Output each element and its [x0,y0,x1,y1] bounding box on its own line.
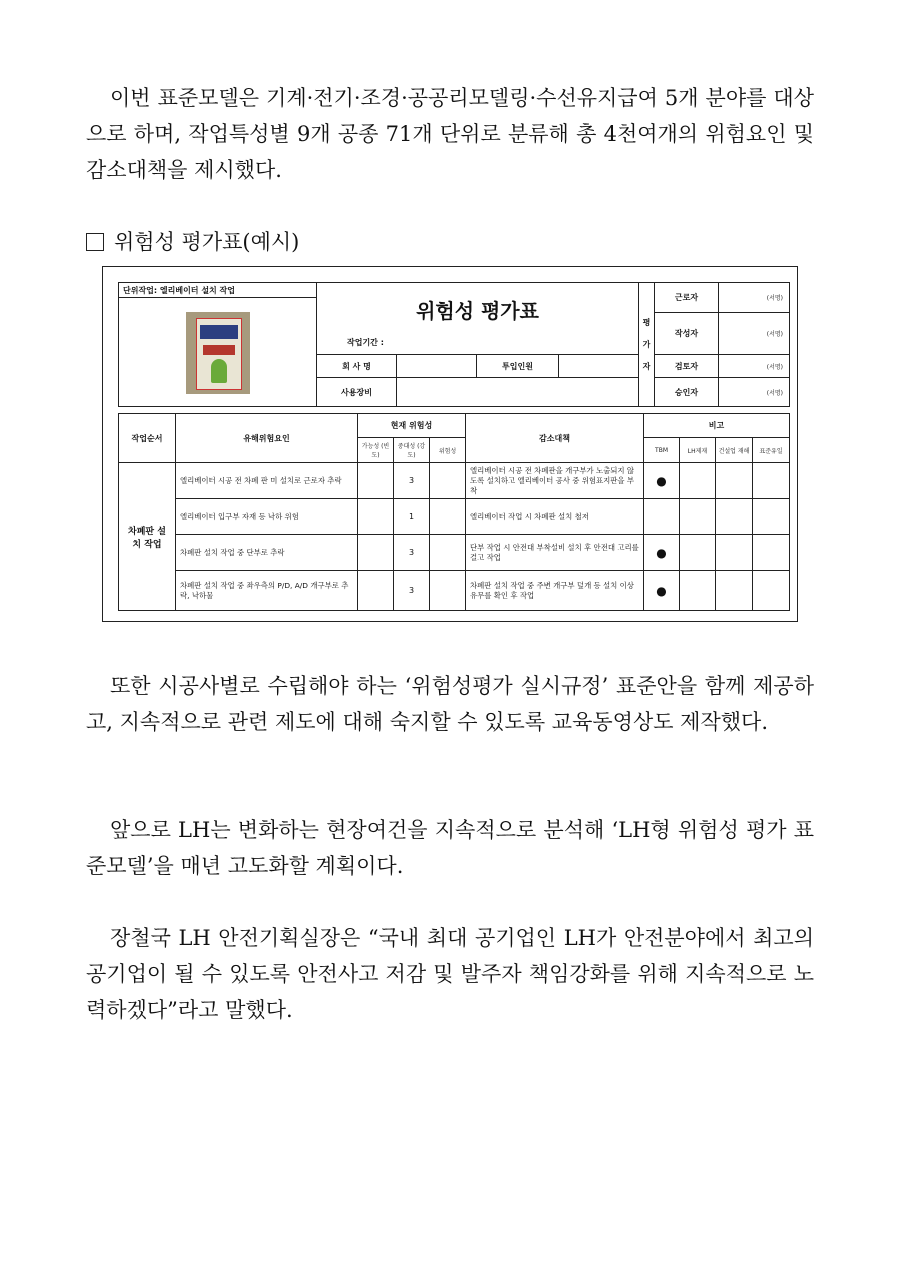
remark-cell [680,571,716,611]
risk-cell [430,499,466,535]
section-heading-text: 위험성 평가표(예시) [114,230,300,254]
likelihood-cell [358,535,394,571]
table-row [119,463,790,499]
remark-cell [680,535,716,571]
hazard-cell: 차폐판 설치 작업 중 좌우측의 P/D, A/D 개구부로 추락, 낙하물 [176,571,358,611]
header-remarks: 비고 [644,414,790,438]
remark-cell [680,463,716,499]
remark-cell [753,535,790,571]
signer-sign-3: (서명) [719,355,790,378]
severity-cell: 3 [394,463,430,499]
unit-work-label: 단위작업: 엘리베이터 설치 작업 [119,283,317,298]
hazard-cell: 차폐판 설치 작업 중 단부로 추락 [176,535,358,571]
table-row [119,571,790,611]
signer-role-2: 작성자 [655,313,719,355]
remark-cell [716,571,753,611]
header-construction-disaster: 건설업 재해 [716,438,753,463]
severity-cell: 3 [394,571,430,611]
workers-label: 투입인원 [477,355,559,378]
header-standard-unique: 표준유일 [753,438,790,463]
header-hazard: 유해위험요인 [176,414,358,463]
eval-char-3: 자 [642,361,651,371]
likelihood-cell [358,463,394,499]
hazard-cell: 엘리베이터 시공 전 차폐 판 미 설치로 근로자 추락 [176,463,358,499]
company-value [397,355,477,378]
eval-char-2: 가 [642,339,651,349]
likelihood-cell [358,499,394,535]
form-header-table [118,282,790,407]
third-paragraph: 앞으로 LH는 변화하는 현장여건을 지속적으로 분석해 ‘LH형 위험성 평가 표준모델’을 매년 고도화할 계획이다. [86,818,814,878]
equipment-label: 사용장비 [317,378,397,407]
tbm-mark: ● [644,463,680,499]
signer-role-4: 승인자 [655,378,719,407]
header-measures: 감소대책 [466,414,644,463]
second-paragraph: 또한 시공사별로 수립해야 하는 ‘위험성평가 실시규정’ 표준안을 함께 제공하고, 지속적으로 관련 제도에 대해 숙지할 수 있도록 교육동영상도 제작했다. [86,674,814,734]
measure-cell: 단부 작업 시 안전대 부착설비 설치 후 안전대 고리를 걸고 작업 [466,535,644,571]
likelihood-cell [358,571,394,611]
section-heading [86,226,299,258]
workers-value [559,355,639,378]
signer-role-1: 근로자 [655,283,719,313]
risk-assessment-form [102,266,798,622]
eval-char-1: 평 [642,317,651,327]
table-row [119,499,790,535]
period-label: 작업기간 : [347,338,384,347]
form-title: 위험성 평가표 [416,299,539,323]
header-current-risk: 현재 위험성 [358,414,466,438]
intro-paragraph: 이번 표준모델은 기계·전기·조경·공공리모델링·수선유지급여 5개 분야를 대상으로 하며, 작업특성별 9개 공종 71개 단위로 분류해 총 4천여개의 위험요인 및 감소대책을 제시했다. [86,86,814,182]
signer-sign-2: (서명) [719,313,790,355]
severity-cell: 3 [394,535,430,571]
severity-cell: 1 [394,499,430,535]
tbm-mark [644,499,680,535]
measure-cell: 차폐판 설치 작업 중 주변 개구부 덮개 등 설치 이상 유무를 확인 후 작업 [466,571,644,611]
photo-cell [119,298,317,407]
form-title-cell [317,283,639,355]
hazard-cell: 엘리베이터 입구부 자재 등 낙하 위험 [176,499,358,535]
signer-sign-1: (서명) [719,283,790,313]
remark-cell [716,499,753,535]
quote-paragraph: 장철국 LH 안전기획실장은 “국내 최대 공기업인 LH가 안전분야에서 최고의 공기업이 될 수 있도록 안전사고 저감 및 발주자 책임강화를 위해 지속적으로 노력하겠다”라고 말했다. [86,926,814,1022]
risk-cell [430,535,466,571]
header-severity: 중대성 (강도) [394,438,430,463]
elevator-safety-poster-photo [186,312,250,394]
header-lh-sanction: LH제재 [680,438,716,463]
header-tbm: TBM [644,438,680,463]
signer-sign-4: (서명) [719,378,790,407]
remark-cell [753,463,790,499]
measure-cell: 엘리베이터 시공 전 차폐판을 개구부가 노출되지 않도록 설치하고 엘리베이터 공사 중 위험표지판을 부착 [466,463,644,499]
signer-role-3: 검토자 [655,355,719,378]
remark-cell [753,499,790,535]
checkbox-square-icon [86,233,104,251]
measure-cell: 엘리베이터 작업 시 차폐판 설치 철저 [466,499,644,535]
risk-cell [430,571,466,611]
equipment-value [397,378,639,407]
evaluator-column [639,283,655,407]
header-likelihood: 가능성 (빈도) [358,438,394,463]
tbm-mark: ● [644,535,680,571]
header-risk: 위험성 [430,438,466,463]
tbm-mark: ● [644,571,680,611]
remark-cell [716,535,753,571]
risk-cell [430,463,466,499]
remark-cell [680,499,716,535]
header-sequence: 작업순서 [119,414,176,463]
remark-cell [716,463,753,499]
company-label: 회 사 명 [317,355,397,378]
work-group-label: 차폐판 설치 작업 [119,463,176,611]
table-row [119,535,790,571]
remark-cell [753,571,790,611]
risk-table [118,413,790,611]
